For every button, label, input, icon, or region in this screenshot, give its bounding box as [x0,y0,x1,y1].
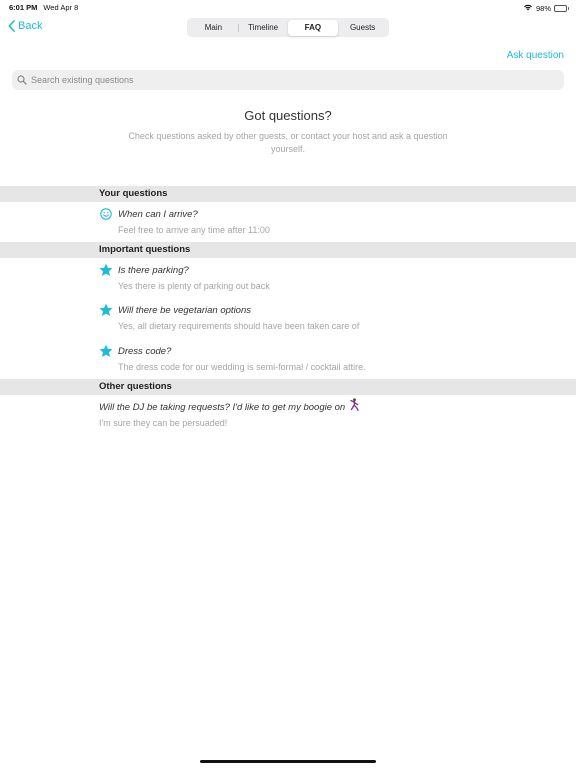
wifi-icon [523,3,533,13]
question-text: Will the DJ be taking requests? I'd like to get my boogie on [99,401,346,413]
status-date: Wed Apr 8 [43,3,79,12]
section-header-important-questions: Important questions [0,242,576,258]
battery-icon [554,5,567,12]
question-item[interactable] [99,303,359,331]
search-input[interactable] [31,75,531,85]
status-bar [0,0,576,14]
segmented-tabs [187,18,389,37]
question-item[interactable] [99,344,366,372]
search-icon [17,75,27,85]
question-text: Will there be vegetarian options [118,304,251,316]
tab-faq[interactable]: FAQ [288,20,338,36]
page-title: Got questions? [244,108,332,123]
answer-text: Feel free to arrive any time after 11:00 [118,225,270,235]
search-bar[interactable] [12,70,564,90]
question-text: Dress code? [118,345,172,357]
tab-guests[interactable]: Guests [349,23,376,32]
faq-intro [0,108,576,156]
answer-text: The dress code for our wedding is semi-formal / cocktail attire. [118,362,366,372]
answer-text: I'm sure they can be persuaded! [99,418,228,428]
question-text: When can I arrive? [118,208,198,220]
smiley-icon [99,207,113,221]
section-header-your-questions: Your questions [0,186,576,202]
page-subtitle: Check questions asked by other guests, or contact your host and ask a question yourself. [128,131,448,154]
home-indicator [200,760,376,763]
question-item[interactable] [99,400,360,428]
chevron-left-icon [8,20,15,32]
dancer-emoji-icon [349,398,360,416]
question-item[interactable] [99,207,270,235]
answer-text: Yes there is plenty of parking out back [118,281,270,291]
tab-main[interactable]: Main [204,23,223,32]
battery-percent: 98% [535,3,551,13]
back-button[interactable] [8,20,42,32]
answer-text: Yes, all dietary requirements should have been taken care of [118,321,360,331]
back-label: Back [18,20,43,32]
ask-question-button[interactable]: Ask question [506,50,564,61]
question-text: Is there parking? [118,264,189,276]
star-icon [99,344,113,358]
tab-timeline[interactable]: Timeline [238,20,288,36]
star-icon [99,263,113,277]
question-item[interactable] [99,263,270,291]
star-icon [99,303,113,317]
status-time: 6:01 PM [9,3,38,12]
section-header-other-questions: Other questions [0,379,576,395]
